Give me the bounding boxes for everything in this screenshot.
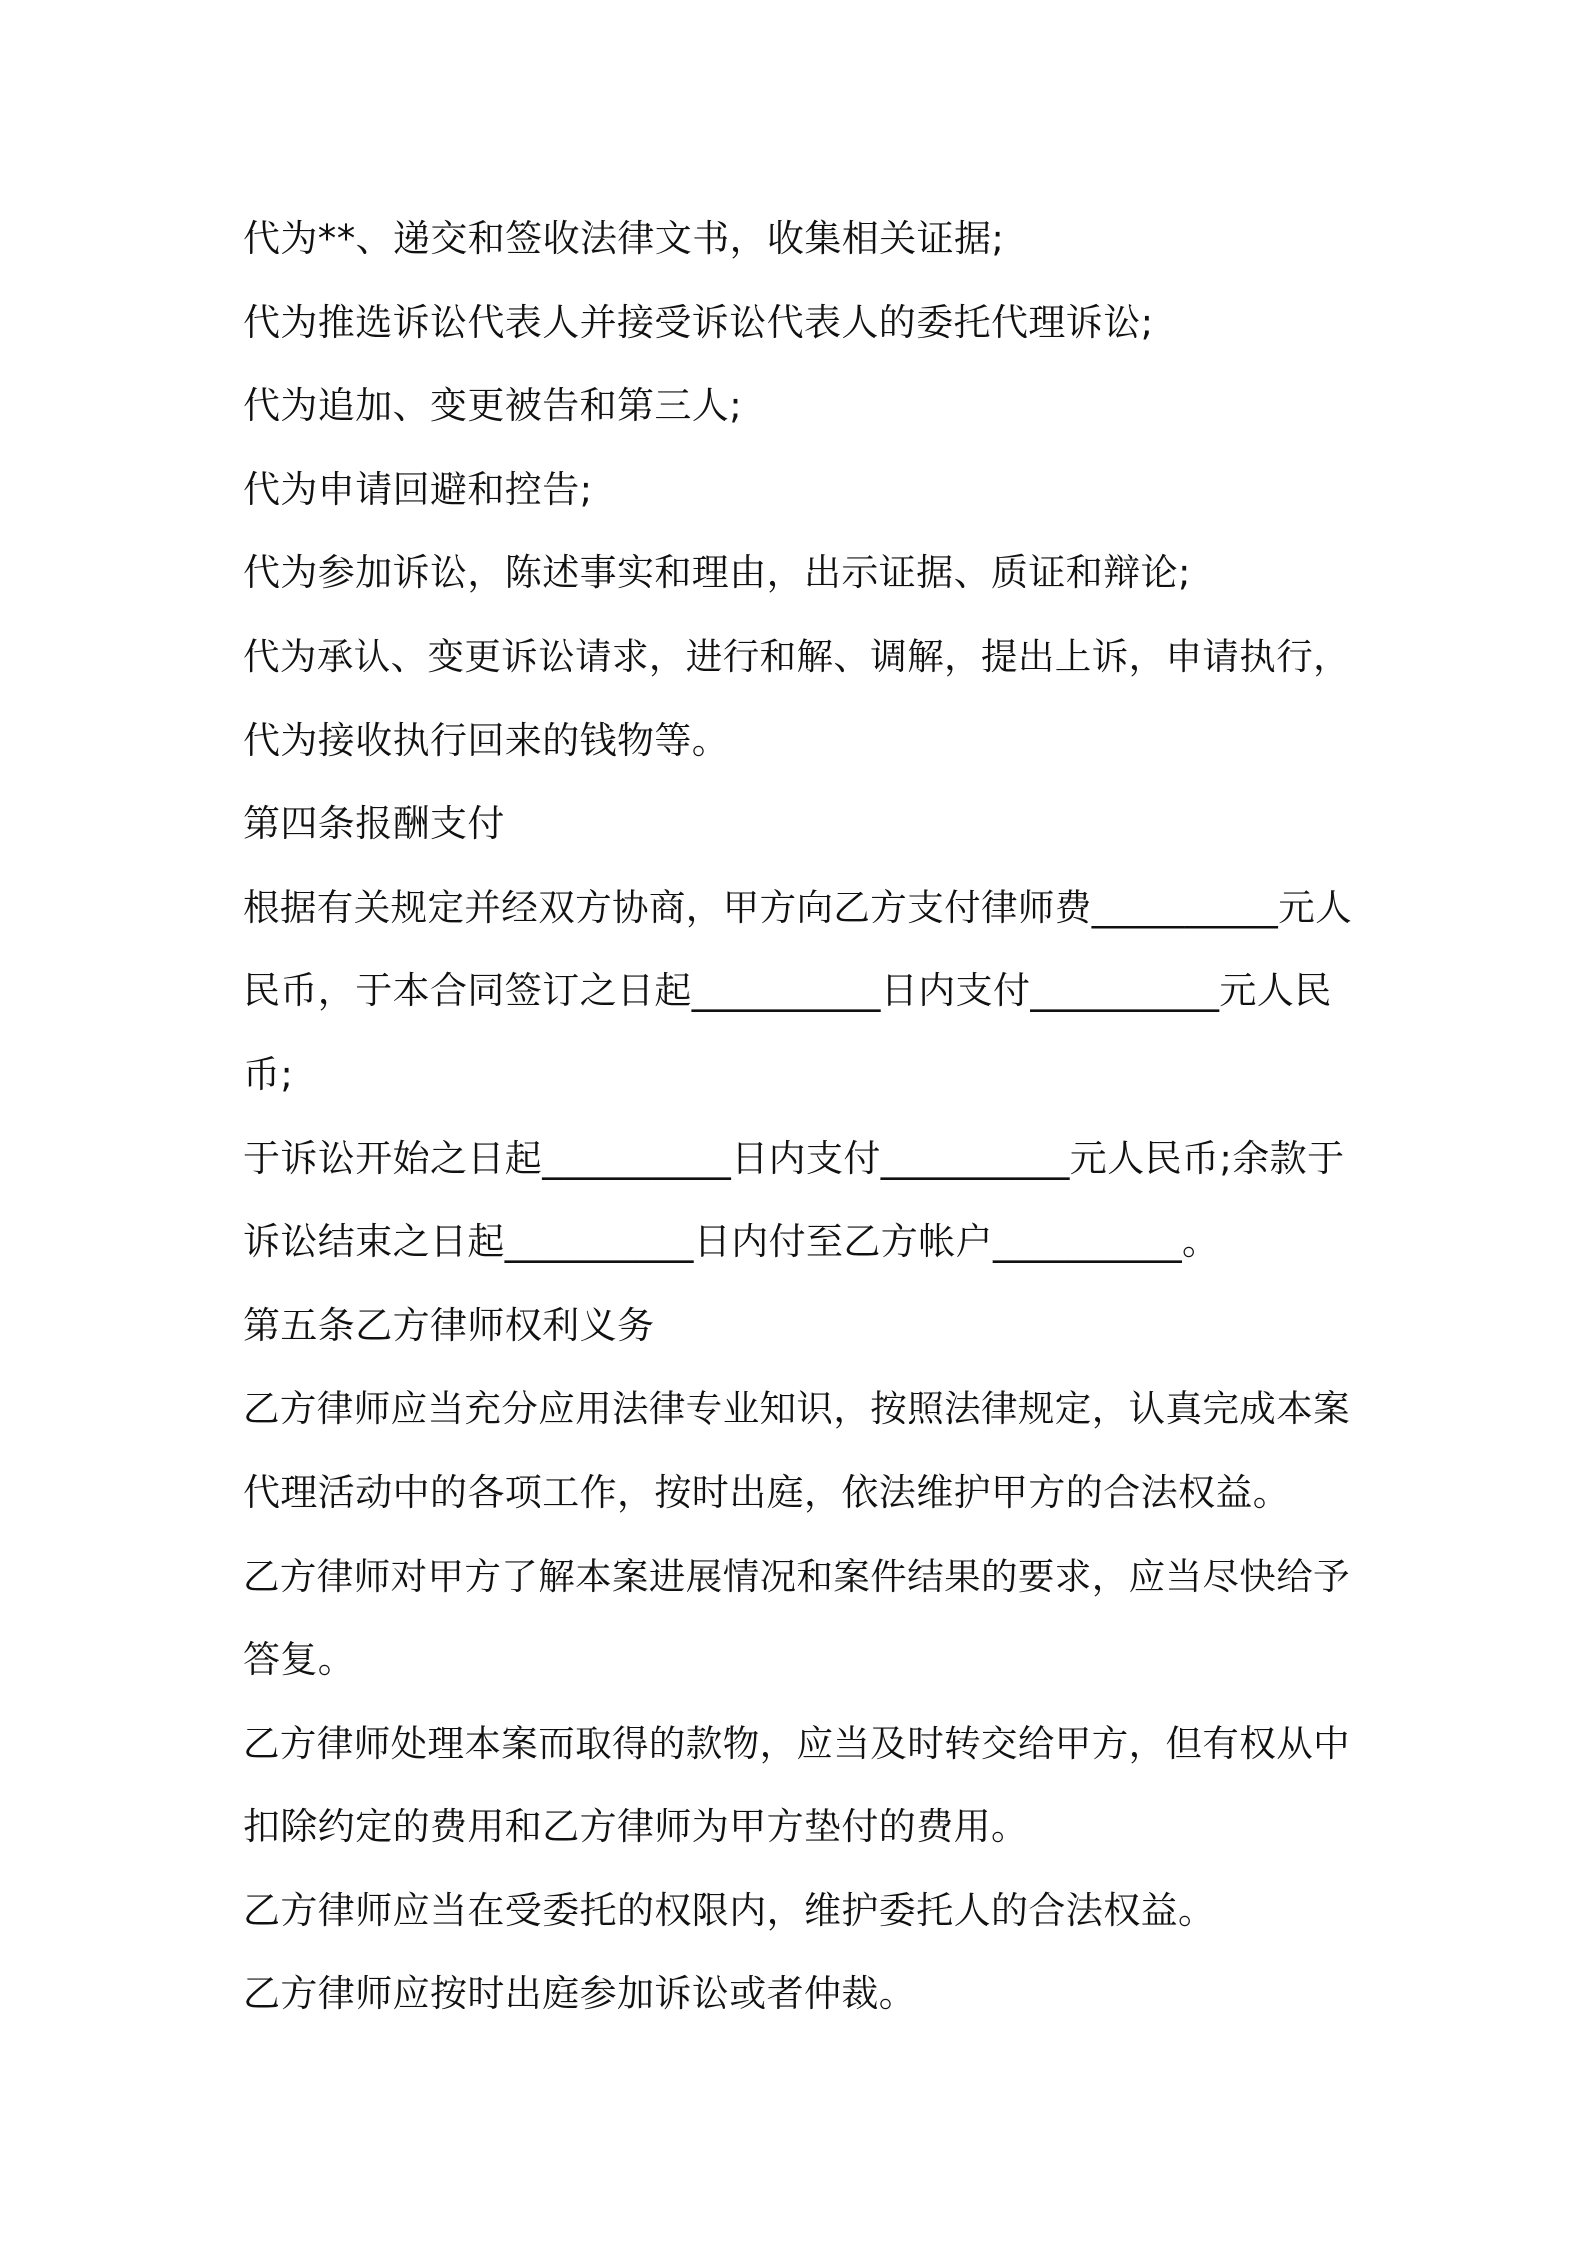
- text-line: 代为参加诉讼，陈述事实和理由，出示证据、质证和辩论;: [243, 551, 1191, 595]
- text-line: 代为申请回避和控告;: [243, 467, 593, 511]
- section-heading: 第五条乙方律师权利义务: [243, 1303, 655, 1347]
- text-line: 于诉讼开始之日起__________日内支付__________元人民币;余款于: [243, 1136, 1345, 1180]
- text-line: 代为承认、变更诉讼请求，进行和解、调解，提出上诉，申请执行，: [243, 634, 1350, 678]
- text-line: 代为追加、变更被告和第三人;: [243, 384, 743, 428]
- text-line: 根据有关规定并经双方协商，甲方向乙方支付律师费__________元人: [243, 885, 1352, 929]
- text-line: 诉讼结束之日起__________日内付至乙方帐户__________。: [243, 1220, 1220, 1264]
- document-body: [243, 197, 1363, 2036]
- text-line: 乙方律师处理本案而取得的款物，应当及时转交给甲方，但有权从中: [243, 1721, 1350, 1765]
- section-heading: 第四条报酬支付: [243, 802, 505, 846]
- text-line: 币;: [243, 1052, 294, 1096]
- text-line: 乙方律师应当充分应用法律专业知识，按照法律规定，认真完成本案: [243, 1387, 1350, 1431]
- text-line: 乙方律师应按时出庭参加诉讼或者仲裁。: [243, 1972, 917, 2016]
- text-line: 扣除约定的费用和乙方律师为甲方垫付的费用。: [243, 1805, 1029, 1849]
- text-line: 代为推选诉讼代表人并接受诉讼代表人的委托代理诉讼;: [243, 300, 1154, 344]
- text-line: 乙方律师对甲方了解本案进展情况和案件结果的要求，应当尽快给予: [243, 1554, 1350, 1598]
- text-line: 答复。: [243, 1638, 356, 1682]
- text-line: 民币，于本合同签订之日起__________日内支付__________元人民: [243, 969, 1332, 1013]
- text-line: 代为**、递交和签收法律文书，收集相关证据;: [243, 217, 1005, 260]
- text-line: 代理活动中的各项工作，按时出庭，依法维护甲方的合法权益。: [243, 1470, 1291, 1514]
- text-line: 代为接收执行回来的钱物等。: [243, 718, 730, 762]
- text-line: 乙方律师应当在受委托的权限内，维护委托人的合法权益。: [243, 1888, 1216, 1932]
